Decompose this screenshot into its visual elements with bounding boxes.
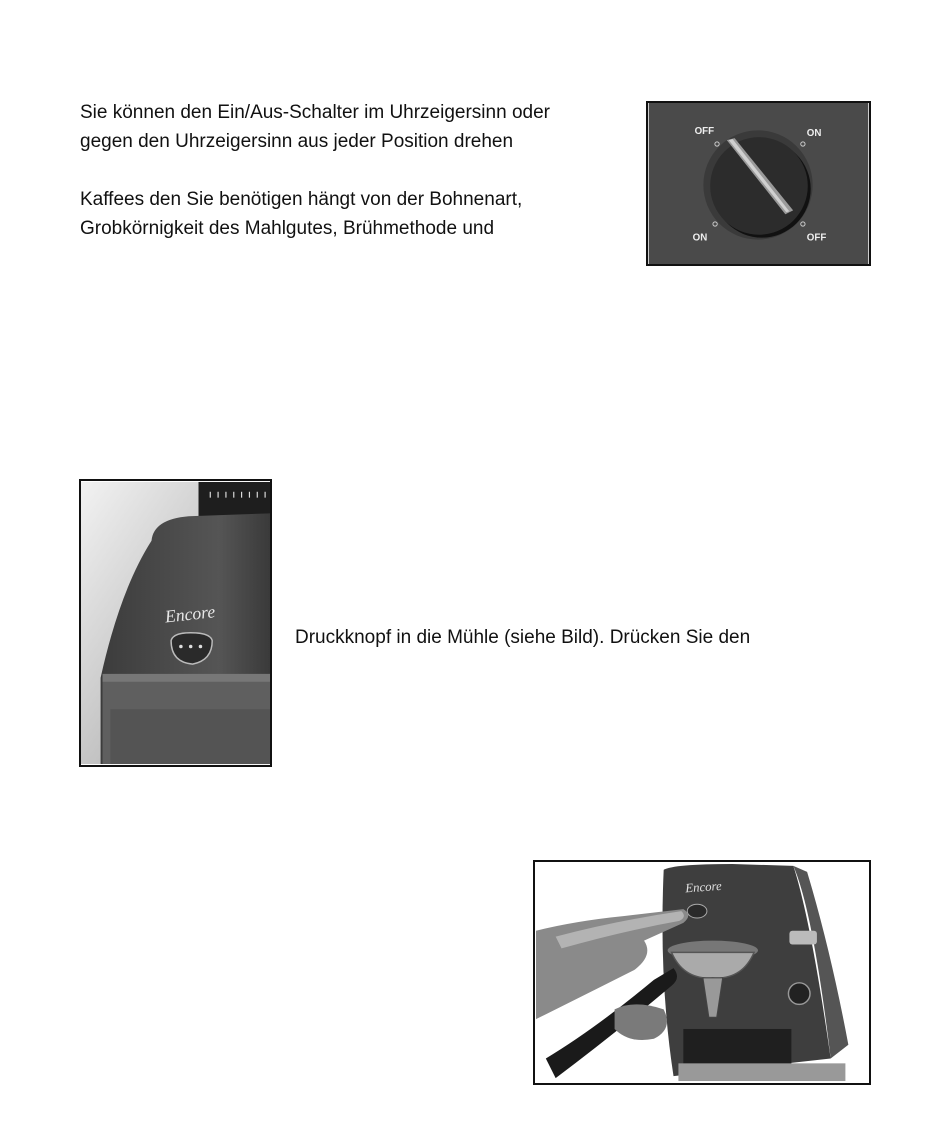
text-line: Grobkörnigkeit des Mahlgutes, Brühmethode und: [80, 218, 495, 239]
brand-logo: Encore: [684, 878, 723, 896]
text-line: gegen den Uhrzeigersinn aus jeder Position drehen: [80, 131, 514, 152]
switch-dial-photo: [646, 101, 871, 266]
switch-dial-illustration: [648, 103, 869, 264]
off-label-bottom: OFF: [806, 232, 827, 244]
on-label-bottom: ON: [692, 232, 708, 244]
on-label-top: ON: [806, 128, 822, 140]
text-line: Kaffees den Sie benötigen hängt von der Bohnenart,: [80, 189, 523, 210]
off-label-top: OFF: [694, 126, 715, 138]
paragraph-coffee-amount: [80, 185, 522, 243]
paragraph-switch-direction: [80, 98, 550, 156]
grinder-button-photo: [79, 479, 272, 767]
paragraph-push-button: [295, 623, 750, 652]
text-line: Druckknopf in die Mühle (siehe Bild). Drücken Sie den: [295, 627, 751, 648]
text-line: Sie können den Ein/Aus-Schalter im Uhrzeigersinn oder: [80, 102, 550, 123]
grinder-front-illustration: [81, 481, 270, 765]
portafilter-press-photo: [533, 860, 871, 1085]
brand-logo: Encore: [164, 601, 217, 627]
portafilter-illustration: [535, 862, 869, 1083]
